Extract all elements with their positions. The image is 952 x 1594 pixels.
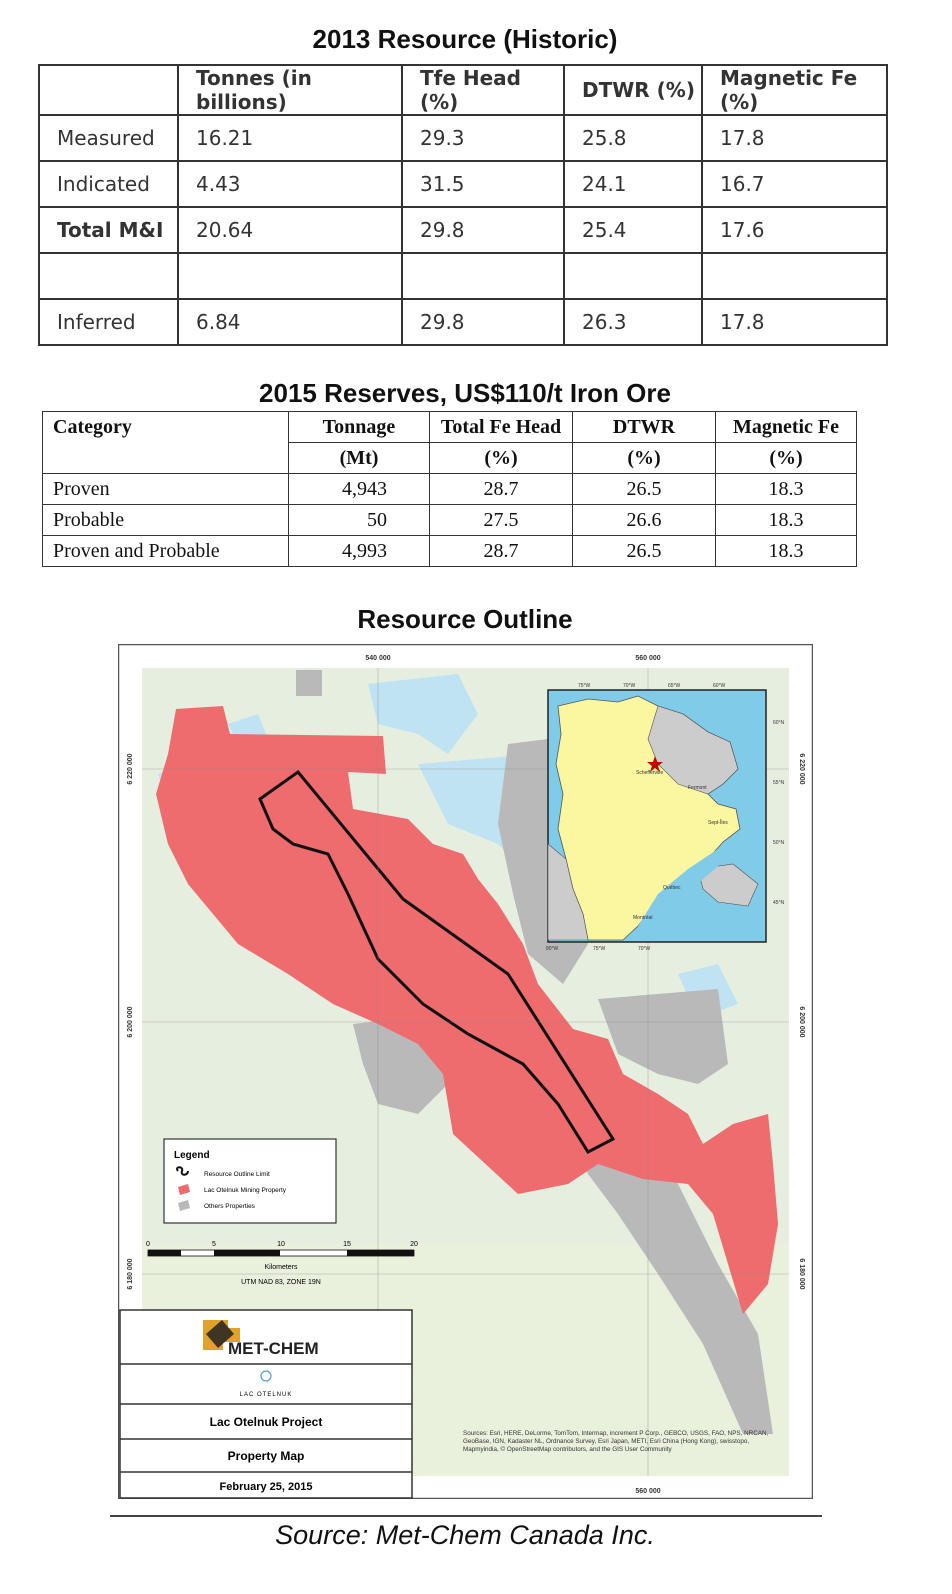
coord-label-bottom: 560 000 — [635, 1488, 661, 1495]
table-row — [39, 115, 887, 161]
source-divider — [110, 1515, 822, 1517]
table-header: Magnetic Fe (%) — [702, 65, 887, 115]
inset-lon-label: 60°W — [713, 683, 726, 689]
inset-town-label: Québec — [663, 885, 681, 891]
table-cell: Measured — [39, 115, 178, 161]
map-title-block — [120, 1310, 412, 1498]
inset-lon-label: 75°W — [593, 946, 606, 952]
client-name: LAC OTELNUK — [239, 1392, 293, 1398]
table-header: Tonnage — [289, 412, 430, 443]
table-cell: 17.8 — [702, 299, 887, 345]
coord-label-side: 6 180 000 — [798, 1258, 805, 1290]
reserves-table-2015 — [42, 411, 857, 567]
table-cell: 50 — [289, 505, 430, 536]
coord-label-side: 6 200 000 — [127, 1006, 134, 1038]
table-cell: 17.8 — [702, 115, 887, 161]
table-header-unit: (Mt) — [289, 443, 430, 474]
inset-lon-label: 65°W — [668, 683, 681, 689]
table-cell: Proven and Probable — [43, 536, 289, 567]
coord-label-top: 540 000 — [365, 655, 391, 662]
table-row — [43, 474, 857, 505]
table-cell: 20.64 — [178, 207, 402, 253]
legend-item: Resource Outline Limit — [204, 1171, 270, 1178]
source-caption: Source: Met-Chem Canada Inc. — [275, 1520, 655, 1550]
table-cell: 16.21 — [178, 115, 402, 161]
table-cell: 31.5 — [402, 161, 564, 207]
coord-label-top: 560 000 — [635, 655, 661, 662]
scale-tick-label: 15 — [343, 1241, 351, 1248]
table-cell: 16.7 — [702, 161, 887, 207]
table-cell — [402, 253, 564, 299]
coord-label-side: 6 220 000 — [798, 753, 805, 785]
table-header: Tfe Head (%) — [402, 65, 564, 115]
table-row — [39, 253, 887, 299]
coord-label-side: 6 220 000 — [127, 753, 134, 785]
table-header: DTWR (%) — [564, 65, 702, 115]
legend-title: Legend — [174, 1150, 210, 1161]
map-title: Resource Outline — [357, 604, 573, 634]
table-cell: 6.84 — [178, 299, 402, 345]
project-name: Lac Otelnuk Project — [209, 1415, 323, 1429]
table-row — [43, 505, 857, 536]
table-cell: 24.1 — [564, 161, 702, 207]
inset-lon-label: 70°W — [623, 683, 636, 689]
table-cell: 26.5 — [573, 474, 716, 505]
table-header-unit: (%) — [716, 443, 857, 474]
map-date: February 25, 2015 — [219, 1481, 313, 1493]
inset-lat-label: 45°N — [773, 900, 785, 906]
table-cell: 25.8 — [564, 115, 702, 161]
legend-item: Lac Otelnuk Mining Property — [204, 1187, 287, 1194]
table-cell — [39, 253, 178, 299]
legend-item: Others Properties — [204, 1203, 255, 1210]
inset-town-label: Sept-Îles — [708, 820, 728, 826]
scale-segment — [347, 1250, 414, 1256]
scale-segment — [148, 1250, 181, 1256]
table2-title: 2015 Reserves, US$110/t Iron Ore — [259, 378, 671, 408]
map-sources — [463, 1430, 783, 1476]
table-cell — [178, 253, 402, 299]
inset-lat-label: 60°N — [773, 720, 785, 726]
inset-town-label: Montréal — [633, 915, 653, 921]
scale-unit-label: Kilometers — [264, 1264, 298, 1271]
table-header: Tonnes (in billions) — [178, 65, 402, 115]
resource-table-2013 — [38, 64, 888, 346]
coord-label-side: 6 180 000 — [127, 1258, 134, 1290]
table-row — [39, 299, 887, 345]
table1-title: 2013 Resource (Historic) — [312, 24, 618, 54]
table-cell: 28.7 — [430, 536, 573, 567]
table-cell: Proven — [43, 474, 289, 505]
table-cell: Total M&I — [39, 207, 178, 253]
table-cell: 4.43 — [178, 161, 402, 207]
table-header-row — [43, 412, 857, 443]
other-property-block — [296, 670, 322, 696]
table-row — [39, 161, 887, 207]
inset-lon-label: 70°W — [638, 946, 651, 952]
map-name: Property Map — [227, 1449, 305, 1463]
property-map — [118, 644, 813, 1499]
table-header: Magnetic Fe — [716, 412, 857, 443]
scale-tick-label: 20 — [410, 1241, 418, 1248]
table-row — [43, 536, 857, 567]
table-header: Total Fe Head — [430, 412, 573, 443]
inset-town-label: Schefferville — [636, 770, 664, 776]
table-cell: 18.3 — [716, 474, 857, 505]
table-cell: 26.5 — [573, 536, 716, 567]
table-cell: 29.8 — [402, 299, 564, 345]
scale-segment — [214, 1250, 280, 1256]
table-cell: 4,943 — [289, 474, 430, 505]
inset-lon-label: 75°W — [578, 683, 591, 689]
table-cell: 18.3 — [716, 505, 857, 536]
table-header — [39, 65, 178, 115]
scale-tick-label: 10 — [277, 1241, 285, 1248]
table-cell: Inferred — [39, 299, 178, 345]
table-cell: 27.5 — [430, 505, 573, 536]
company-name: MET-CHEM — [228, 1339, 319, 1358]
inset-map — [546, 683, 785, 952]
table-header-unit: (%) — [573, 443, 716, 474]
table-cell: 26.6 — [573, 505, 716, 536]
table-cell — [564, 253, 702, 299]
table-header: Category — [43, 412, 289, 474]
inset-lat-label: 55°N — [773, 780, 785, 786]
inset-lat-label: 50°N — [773, 840, 785, 846]
scale-tick-label: 0 — [146, 1241, 150, 1248]
map-legend — [164, 1139, 336, 1223]
table-header: DTWR — [573, 412, 716, 443]
inset-town-label: Fermont — [688, 785, 707, 791]
inset-lon-label: 80°W — [546, 946, 559, 952]
scale-tick-label: 5 — [212, 1241, 216, 1248]
table-cell: 29.3 — [402, 115, 564, 161]
table-cell: 28.7 — [430, 474, 573, 505]
map-sources-text: Sources: Esri, HERE, DeLorme, TomTom, Intermap, increment P Corp., GEBCO, USGS, FAO, NPS, NRCAN, GeoBase, IGN, Kadaster NL, Ordnance Survey, Esri Japan, METI, Esri China (Hong Kong), swisstopo, Mapmyindia, © OpenStreetMap contributors, and the GIS User Community — [463, 1430, 769, 1453]
coord-label-side: 6 200 000 — [798, 1006, 805, 1038]
table-cell: 18.3 — [716, 536, 857, 567]
table-row — [39, 207, 887, 253]
scale-projection-label: UTM NAD 83, ZONE 19N — [241, 1279, 321, 1286]
table-header-unit: (%) — [430, 443, 573, 474]
table-cell: 25.4 — [564, 207, 702, 253]
table-cell: 29.8 — [402, 207, 564, 253]
table-cell: Indicated — [39, 161, 178, 207]
table-cell: 26.3 — [564, 299, 702, 345]
table-cell: Probable — [43, 505, 289, 536]
table-cell: 4,993 — [289, 536, 430, 567]
table-cell — [702, 253, 887, 299]
table-cell: 17.6 — [702, 207, 887, 253]
table-header-row — [39, 65, 887, 115]
